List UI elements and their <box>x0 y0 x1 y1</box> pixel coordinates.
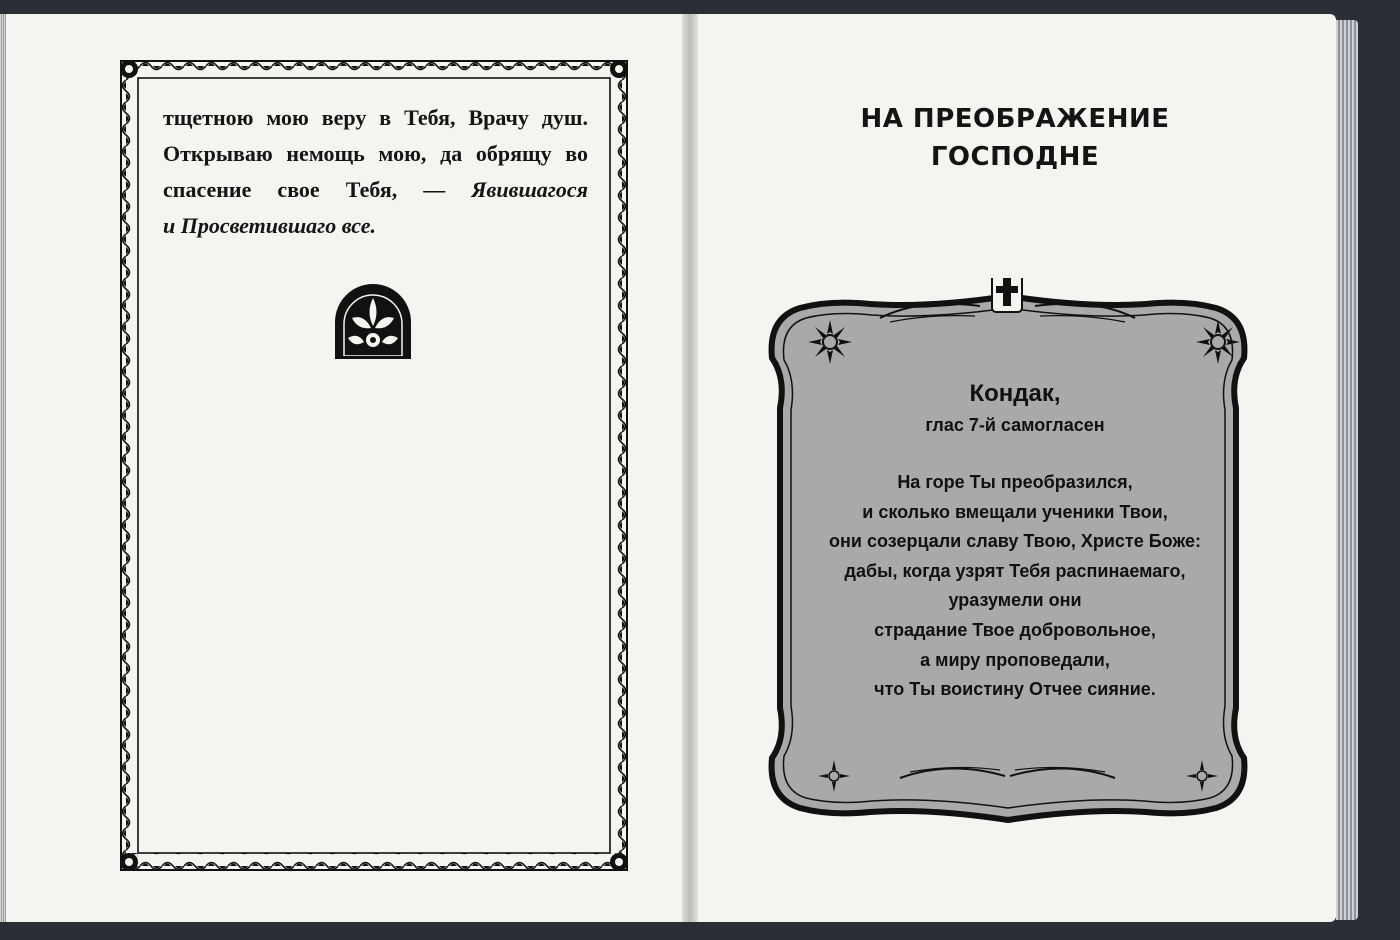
text-line-3-content: спасение свое Тебя, — <box>163 177 472 202</box>
text-line-1 <box>163 100 588 136</box>
kondak-text <box>795 468 1235 705</box>
kondak-subtitle: глас 7-й самогласен <box>925 415 1105 435</box>
kondak-title: Кондак, <box>969 380 1061 407</box>
page-title <box>840 100 1190 176</box>
kondak-line-4: дабы, когда узрят Тебя распинаемаго, <box>844 560 1186 581</box>
kondak-line-3: они созерцали славу Твою, Христе Боже: <box>829 531 1201 552</box>
kondak-line-8: что Ты воистину Отчее сияние. <box>874 679 1156 700</box>
page-edges <box>1336 20 1358 920</box>
kondak-line-2: и сколько вмещали ученики Твои, <box>862 501 1168 522</box>
text-line-2 <box>163 136 588 172</box>
page-title-line-1: НА ПРЕОБРАЖЕНИЕ <box>860 104 1170 134</box>
text-line-3-italic: Явившагося <box>471 177 588 202</box>
book-gutter <box>682 14 698 922</box>
page-title-line-2: ГОСПОДНЕ <box>930 142 1100 172</box>
kondak-line-1: На горе Ты преобразился, <box>897 472 1133 492</box>
kondak-line-5: уразумели они <box>948 590 1082 611</box>
cross-icon <box>992 278 1022 312</box>
text-line-3 <box>163 172 588 208</box>
kondak-heading <box>800 378 1230 440</box>
text-line-2-content: Открываю немощь мою, да обрящу во <box>163 141 588 166</box>
kondak-line-7: а миру проповедали, <box>920 649 1110 670</box>
floral-medallion-icon <box>330 278 416 360</box>
text-line-1-content: тщетною мою веру в Тебя, Врачу душ. <box>163 105 588 130</box>
text-line-4-italic: и Просветившаго все. <box>163 213 377 238</box>
left-page-text <box>163 100 588 244</box>
left-page-edge <box>0 14 6 922</box>
text-line-4 <box>163 208 588 244</box>
kondak-line-6: страдание Твое добровольное, <box>874 619 1156 640</box>
